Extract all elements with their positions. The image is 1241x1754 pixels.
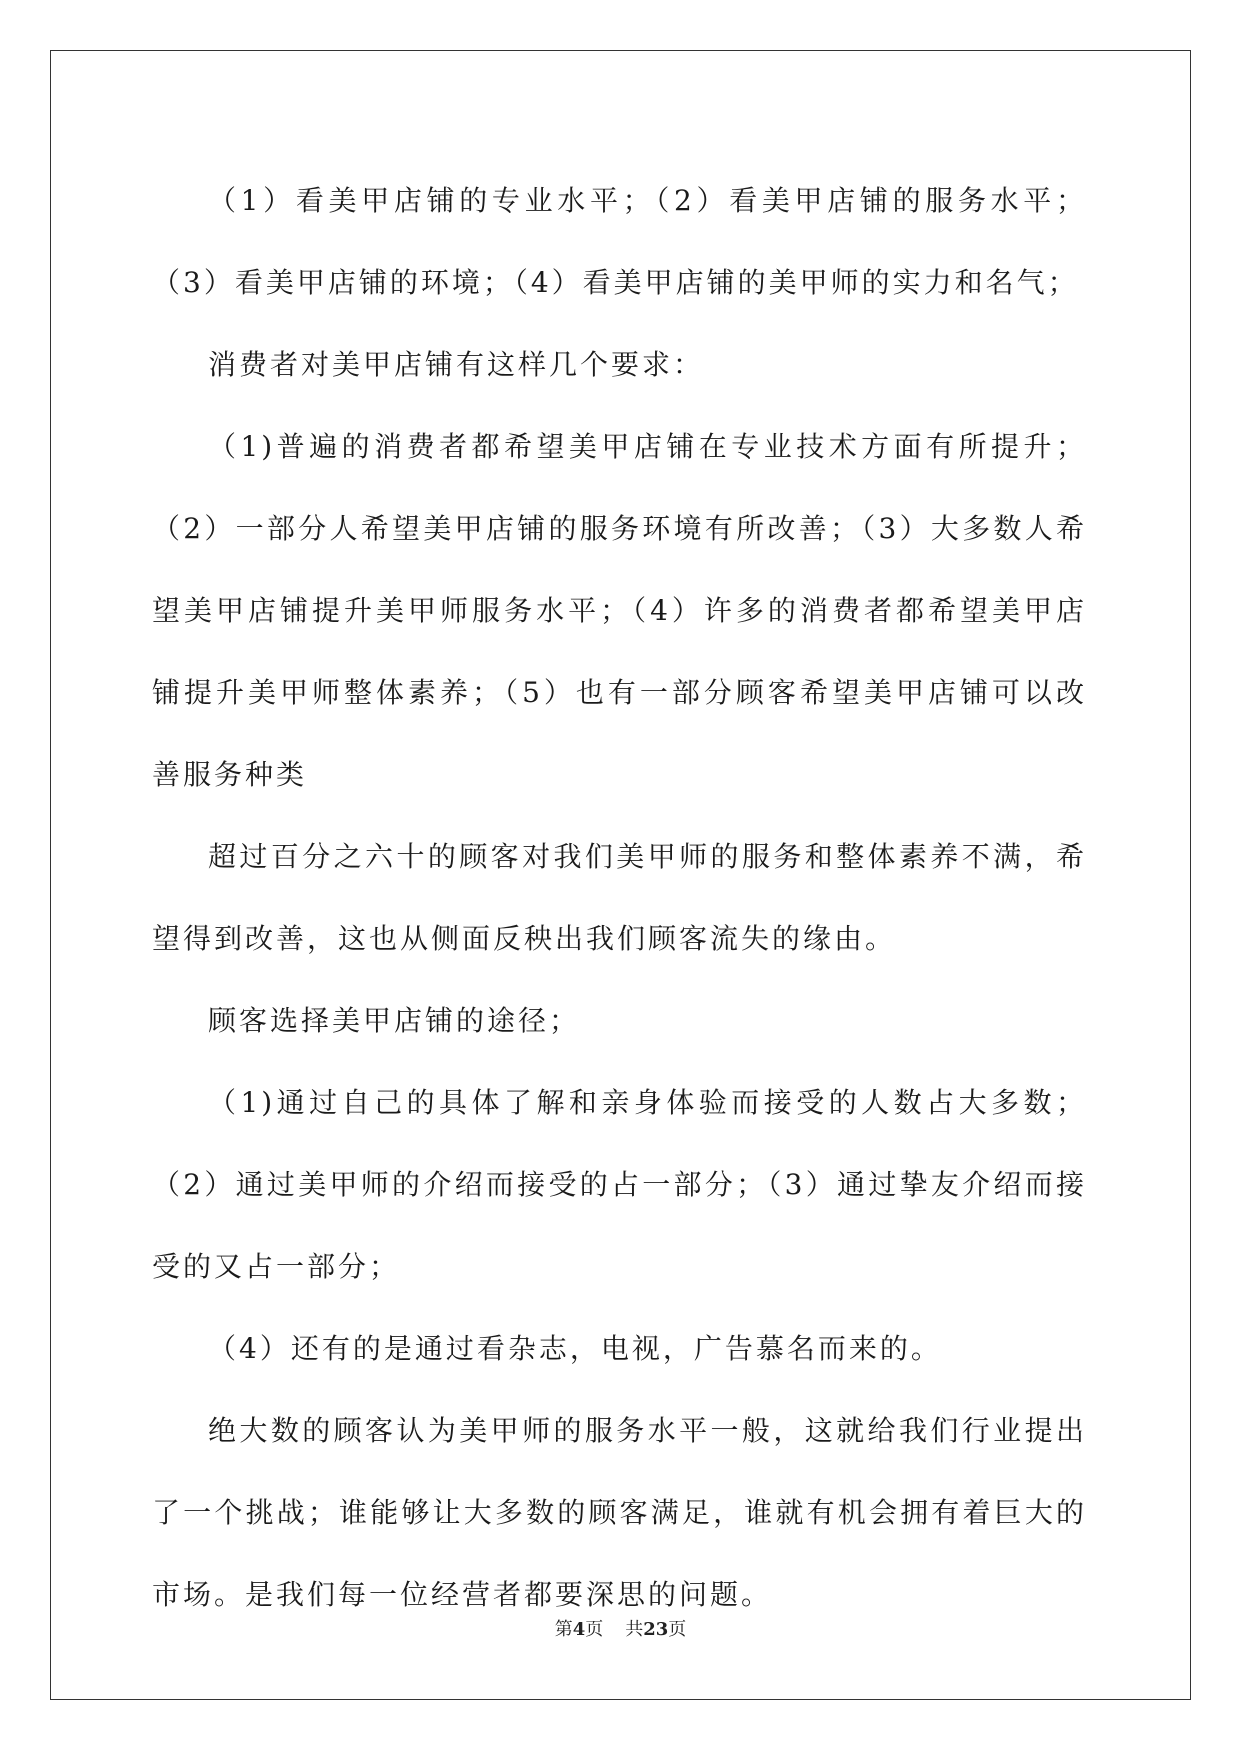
paragraph-evaluation-criteria: （1）看美甲店铺的专业水平；（2）看美甲店铺的服务水平；（3）看美甲店铺的环境；（4）看美甲店铺的美甲师的实力和名气； [152, 184, 1087, 299]
total-suffix: 页 [668, 1619, 687, 1640]
total-prefix: 共 [625, 1619, 644, 1640]
paragraph-channels-media: （4）还有的是通过看杂志，电视，广告慕名而来的。 [208, 1332, 942, 1365]
page-prefix: 第 [554, 1619, 573, 1640]
page-suffix: 页 [585, 1619, 604, 1640]
paragraph-channels-list: （1)通过自己的具体了解和亲身体验而接受的人数占大多数；（2）通过美甲师的介绍而接受的占一部分；（3）通过挚友介绍而接受的又占一部分； [152, 1086, 1087, 1283]
document-body [152, 160, 1087, 1636]
paragraph-dissatisfaction: 超过百分之六十的顾客对我们美甲师的服务和整体素养不满，希望得到改善，这也从侧面反秧出我们顾客流失的缘由。 [152, 840, 1087, 955]
page-total-number: 23 [643, 1619, 669, 1640]
page-footer [0, 1615, 1241, 1641]
paragraph-conclusion: 绝大数的顾客认为美甲师的服务水平一般，这就给我们行业提出了一个挑战；谁能够让大多数的顾客满足，谁就有机会拥有着巨大的市场。是我们每一位经营者都要深思的问题。 [152, 1414, 1087, 1611]
paragraph-requirements-list: （1)普遍的消费者都希望美甲店铺在专业技术方面有所提升；（2）一部分人希望美甲店铺的服务环境有所改善；（3）大多数人希望美甲店铺提升美甲师服务水平；（4）许多的消费者都希望美甲店铺提升美甲师整体素养；（5）也有一部分顾客希望美甲店铺可以改善服务种类 [152, 430, 1087, 791]
paragraph-requirements-heading: 消费者对美甲店铺有这样几个要求： [208, 348, 705, 381]
page-current-number: 4 [572, 1619, 586, 1640]
paragraph-channels-heading: 顾客选择美甲店铺的途径； [208, 1004, 581, 1037]
